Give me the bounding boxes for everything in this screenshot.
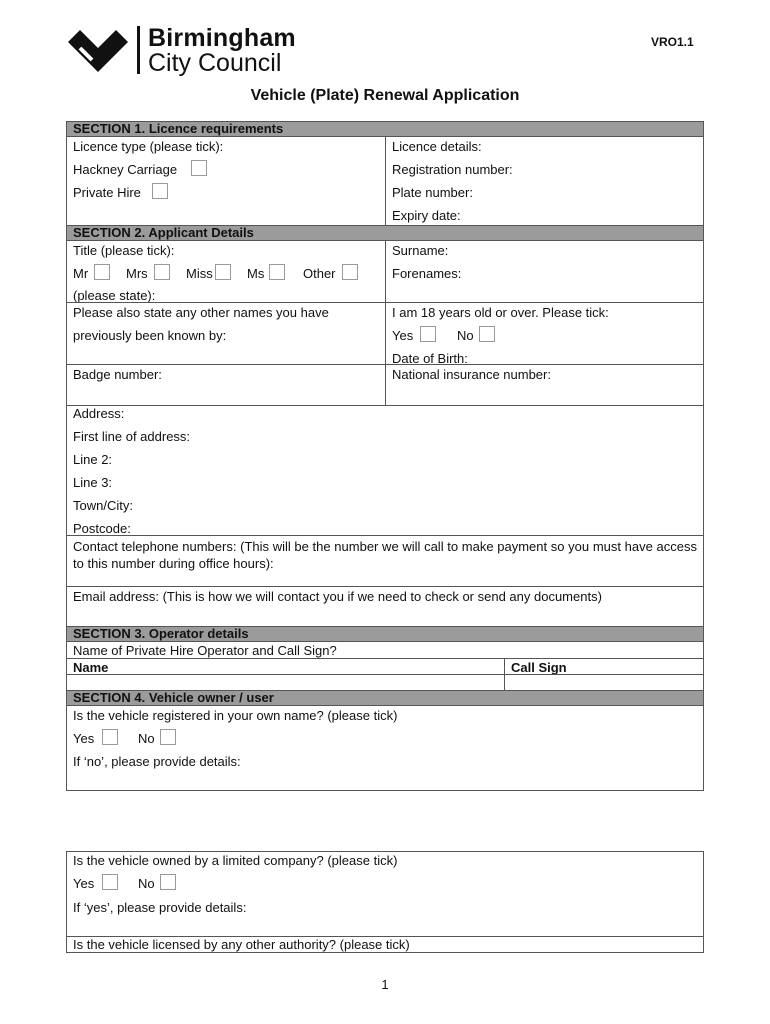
page-number: 1: [381, 977, 389, 992]
title-ms-label: Ms: [247, 266, 265, 281]
title-miss-label: Miss: [186, 266, 213, 281]
title-mr-checkbox[interactable]: [94, 264, 110, 280]
page-title: Vehicle (Plate) Renewal Application: [250, 87, 520, 104]
town-city-field[interactable]: Town/City:: [73, 498, 133, 513]
own-name-yes-checkbox[interactable]: [102, 729, 118, 745]
title-mrs-label: Mrs: [126, 266, 148, 281]
title-ms-checkbox[interactable]: [269, 264, 285, 280]
plate-number-field[interactable]: Plate number:: [392, 185, 473, 200]
if-yes-details-field[interactable]: If ‘yes’, please provide details:: [73, 900, 247, 915]
email-address-field[interactable]: Email address: (This is how we will contact you if we need to check or send any documents): [73, 589, 602, 604]
operator-question: Name of Private Hire Operator and Call Sign?: [73, 643, 337, 658]
other-names-label-1: Please also state any other names you have: [73, 305, 329, 320]
age-yes-checkbox[interactable]: [420, 326, 436, 342]
forenames-field[interactable]: Forenames:: [392, 266, 462, 281]
address-label: Address:: [73, 406, 125, 421]
logo-line-1: Birmingham: [148, 24, 296, 52]
licence-details-label: Licence details:: [392, 139, 482, 154]
title-mrs-checkbox[interactable]: [154, 264, 170, 280]
please-state-field[interactable]: (please state):: [73, 288, 156, 303]
age-no-checkbox[interactable]: [479, 326, 495, 342]
own-name-yes-label: Yes: [73, 731, 95, 746]
call-sign-column: Call Sign: [511, 660, 567, 675]
badge-number-field[interactable]: Badge number:: [73, 367, 162, 382]
if-no-details-field[interactable]: If ‘no’, please provide details:: [73, 754, 241, 769]
age-no-label: No: [457, 328, 474, 343]
own-name-question: Is the vehicle registered in your own name? (please tick): [73, 708, 398, 723]
section-1-heading: SECTION 1. Licence requirements: [67, 122, 703, 137]
title-miss-checkbox[interactable]: [215, 264, 231, 280]
age-question: I am 18 years old or over. Please tick:: [392, 305, 609, 320]
limited-yes-checkbox[interactable]: [102, 874, 118, 890]
heart-logo-icon: [66, 28, 130, 74]
council-logo: [66, 26, 326, 78]
hackney-carriage-checkbox[interactable]: [191, 160, 207, 176]
private-hire-label: Private Hire: [73, 185, 141, 200]
other-names-label-2: previously been known by:: [73, 328, 227, 343]
logo-divider: [137, 26, 140, 74]
form-main: [66, 121, 704, 791]
private-hire-checkbox[interactable]: [152, 183, 168, 199]
section-2-heading: SECTION 2. Applicant Details: [67, 226, 703, 241]
section-4-heading: SECTION 4. Vehicle owner / user: [67, 691, 703, 706]
date-of-birth-field[interactable]: Date of Birth:: [392, 351, 468, 366]
form-reference: VRO1.1: [651, 35, 694, 49]
contact-phone-field[interactable]: Contact telephone numbers: (This will be the number we will call to make payment so you must have access to this number during office hours):: [73, 539, 697, 571]
address-line-2-field[interactable]: Line 2:: [73, 452, 113, 467]
operator-name-input[interactable]: [67, 675, 504, 690]
title-other-checkbox[interactable]: [342, 264, 358, 280]
national-insurance-field[interactable]: National insurance number:: [392, 367, 551, 382]
own-name-no-checkbox[interactable]: [160, 729, 176, 745]
section-3-heading: SECTION 3. Operator details: [67, 627, 703, 642]
licence-type-label: Licence type (please tick):: [73, 139, 224, 154]
limited-yes-label: Yes: [73, 876, 95, 891]
hackney-carriage-label: Hackney Carriage: [73, 162, 178, 177]
logo-line-2: City Council: [148, 49, 282, 77]
expiry-date-field[interactable]: Expiry date:: [392, 208, 461, 223]
title-label: Title (please tick):: [73, 243, 175, 258]
limited-company-question: Is the vehicle owned by a limited company? (please tick): [73, 853, 398, 868]
limited-no-label: No: [138, 876, 155, 891]
operator-name-column: Name: [73, 660, 109, 675]
form-continued: [66, 851, 704, 953]
age-yes-label: Yes: [392, 328, 414, 343]
surname-field[interactable]: Surname:: [392, 243, 449, 258]
own-name-no-label: No: [138, 731, 155, 746]
other-authority-question: Is the vehicle licensed by any other authority? (please tick): [73, 937, 410, 952]
address-line-3-field[interactable]: Line 3:: [73, 475, 113, 490]
postcode-field[interactable]: Postcode:: [73, 521, 131, 536]
title-mr-label: Mr: [73, 266, 89, 281]
limited-no-checkbox[interactable]: [160, 874, 176, 890]
title-other-label: Other: [303, 266, 336, 281]
registration-number-field[interactable]: Registration number:: [392, 162, 513, 177]
call-sign-input[interactable]: [505, 675, 703, 690]
address-line-1-field[interactable]: First line of address:: [73, 429, 191, 444]
